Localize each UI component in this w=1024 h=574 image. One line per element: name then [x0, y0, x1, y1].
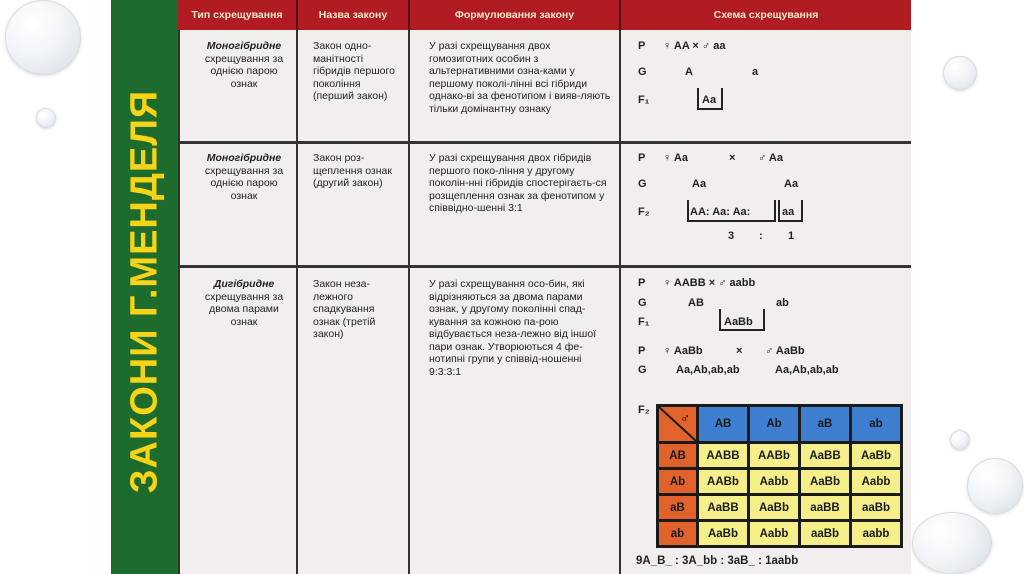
r3-g-label: G: [638, 297, 647, 309]
side-title: [112, 86, 178, 496]
r3-p2-female: ♀ AaBb: [663, 345, 703, 357]
bubble-decoration: [912, 512, 992, 574]
type-text: схрещування за двома парами ознак: [204, 290, 284, 328]
header-scheme: Схема схрещування: [621, 0, 911, 30]
row1-type: [192, 36, 296, 94]
row2-formulation: У разі схрещування двох гібридів першого поко-ління у другому поколін-нні гібридів спостерігаєть-ся розщеплення ознак за фенотипом у співвідно-шенні 3:1: [429, 152, 607, 214]
genotype-cell: aaBb: [800, 521, 851, 547]
punnett-square: [656, 404, 903, 548]
genotype-cell: aaBB: [800, 495, 851, 521]
r1-p-text: ♀ AA × ♂ aa: [663, 40, 726, 52]
r2-g-label: G: [638, 178, 647, 190]
row-divider: [178, 141, 911, 144]
genotype-cell: AaBB: [698, 495, 749, 521]
male-gamete-header: AB: [698, 406, 749, 443]
punnett-corner: [658, 406, 698, 443]
r2-f-recessive: aa: [782, 206, 795, 218]
r1-p-label: P: [638, 40, 646, 52]
r3-g2-right: Aa,Ab,ab,ab: [775, 364, 839, 376]
r3-p-label: P: [638, 277, 646, 289]
r3-p2-label: P: [638, 345, 646, 357]
row3-formulation: У разі схрещування осо-бин, які відрізняються за двома парами ознак, у другому поколінні спад-кування за кожною па-рою відбувається неза-лежно від іншої пари ознак. Утворюються 4 фе-нотипні групи у співвід-ношенні 9:3:3:1: [429, 278, 597, 378]
male-symbol: ♂: [680, 410, 690, 425]
r1-f-label: F₁: [638, 94, 650, 106]
row-divider: [178, 265, 911, 268]
r2-ratio-1: 1: [788, 230, 795, 242]
page-title: ЗАКОНИ Г.МЕНДЕЛЯ: [123, 89, 166, 493]
r1-f-text: Aa: [702, 94, 717, 106]
genotype-cell: AaBb: [851, 443, 902, 469]
header-name: Назва закону: [298, 0, 410, 30]
female-gamete-header: Ab: [658, 469, 698, 495]
row3-type: [192, 274, 296, 332]
bubble-decoration: [950, 430, 970, 450]
r2-p-label: P: [638, 152, 646, 164]
r3-p2-male: ♂ AaBb: [765, 345, 805, 357]
genotype-cell: AABB: [698, 443, 749, 469]
column-divider: [619, 30, 621, 574]
r3-g2: ab: [776, 297, 789, 309]
column-divider: [296, 30, 298, 574]
row2-type: [192, 148, 296, 206]
genotype-cell: AABb: [698, 469, 749, 495]
row2-name: Закон роз-щеплення ознак (другий закон): [313, 152, 392, 189]
r2-cross: ×: [729, 152, 736, 164]
type-text: схрещування за однією парою ознак: [204, 52, 284, 90]
r3-ratio: 9A_B_ : 3A_bb : 3aB_ : 1aabb: [636, 555, 799, 567]
female-gamete-header: aB: [658, 495, 698, 521]
bubble-decoration: [967, 458, 1023, 514]
laws-table: [178, 0, 911, 574]
genotype-cell: AABb: [749, 443, 800, 469]
r1-g1: A: [685, 66, 693, 78]
genotype-cell: aabb: [851, 521, 902, 547]
genotype-cell: AaBb: [800, 469, 851, 495]
genotype-cell: Aabb: [749, 521, 800, 547]
female-gamete-header: AB: [658, 443, 698, 469]
male-gamete-header: ab: [851, 406, 902, 443]
row1-name: Закон одно-манітності гібридів першого покоління (перший закон): [313, 40, 395, 102]
r3-f2-label: F₂: [638, 404, 650, 416]
r2-f-label: F₂: [638, 206, 650, 218]
female-gamete-header: ab: [658, 521, 698, 547]
male-gamete-header: Ab: [749, 406, 800, 443]
corner-diagonal-icon: [659, 407, 696, 441]
r3-f1-text: AaBb: [724, 316, 753, 328]
r2-g1: Aa: [692, 178, 707, 190]
type-italic: Моногібридне: [206, 152, 282, 164]
row3-name: Закон неза-лежного спадкування ознак (третій закон): [313, 278, 376, 340]
type-italic: Дигібридне: [213, 278, 275, 290]
genotype-cell: Aabb: [851, 469, 902, 495]
type-text: схрещування за однією парою ознак: [204, 164, 284, 202]
r2-p-female: ♀ Aa: [663, 152, 688, 164]
genotype-cell: AaBb: [698, 521, 749, 547]
column-divider: [408, 30, 410, 574]
genotype-cell: aaBb: [851, 495, 902, 521]
r3-p2-cross: ×: [736, 345, 743, 357]
header-formulation: Формулювання закону: [410, 0, 621, 30]
genotype-cell: AaBB: [800, 443, 851, 469]
genotype-cell: AaBb: [749, 495, 800, 521]
r3-g2-left: Aa,Ab,ab,ab: [676, 364, 740, 376]
bubble-decoration: [943, 56, 977, 90]
r2-ratio-3: 3: [728, 230, 735, 242]
r2-g2: Aa: [784, 178, 799, 190]
bubble-decoration: [36, 108, 56, 128]
r2-p-male: ♂ Aa: [758, 152, 783, 164]
r3-g2-label: G: [638, 364, 647, 376]
r2-ratio-colon: :: [759, 230, 763, 242]
r3-p-text: ♀ AABB × ♂ aabb: [663, 277, 756, 289]
r3-g1: AB: [688, 297, 704, 309]
genotype-cell: Aabb: [749, 469, 800, 495]
type-italic: Моногібридне: [206, 40, 282, 52]
column-divider: [178, 30, 180, 574]
r2-f-text: AA: Aa: Aa:: [690, 206, 751, 218]
male-gamete-header: aB: [800, 406, 851, 443]
header-type: Тип схрещування: [178, 0, 298, 30]
bubble-decoration: [5, 0, 81, 75]
r3-f1-label: F₁: [638, 316, 650, 328]
r1-g-label: G: [638, 66, 647, 78]
row1-formulation: У разі схрещування двох гомозиготних особин з альтернативними озна-ками у першому поколі-лінні всі гібриди однако-ві за фенотипом і вияв-ляють тільки домінантну ознаку: [429, 40, 611, 115]
r1-g2: a: [752, 66, 759, 78]
